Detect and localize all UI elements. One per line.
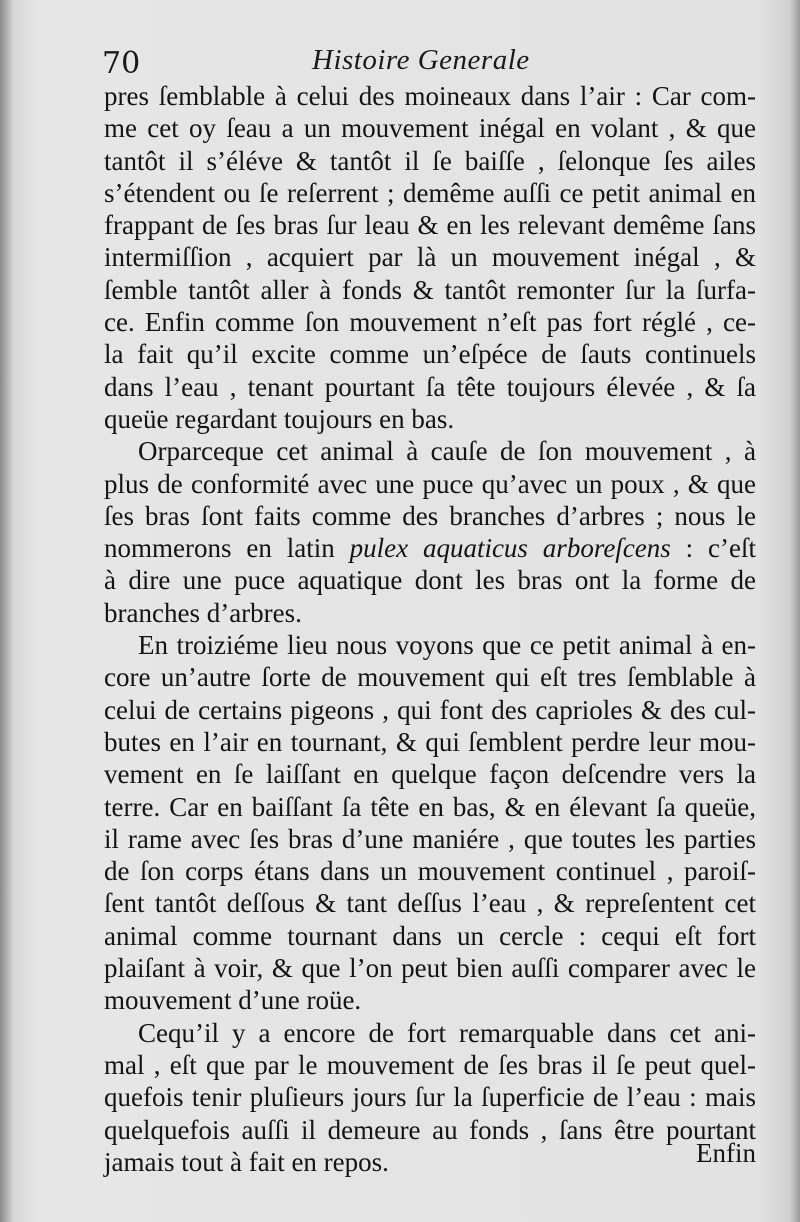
text-line: vement en ſe laiſſant en quelque façon deſcendre vers la	[104, 759, 756, 790]
text-line: plaiſant à voir, & que l’on peut bien auſſi comparer avec le	[104, 953, 756, 984]
text-line: mal , eſt que par le mouvement de ſes bras il ſe peut quel-	[104, 1049, 756, 1080]
catchword: Enfin	[696, 1138, 756, 1168]
text-line: butes en l’air en tournant, & qui ſemblent perdre leur mou-	[104, 726, 756, 757]
text-line: plus de conformité avec une puce qu’avec un poux , & que	[104, 468, 756, 499]
paragraph-first-line: Cequ’il y a encore de fort remarquable dans cet ani-	[138, 1017, 756, 1048]
text-segment: : c’eſt	[670, 533, 756, 564]
text-line: de ſon corps étans dans un mouvement continuel , paroiſ-	[104, 856, 756, 887]
text-line: tantôt il s’éléve & tantôt il ſe baiſſe , ſelonque ſes ailes	[104, 145, 756, 176]
text-line: branches d’arbres.	[104, 597, 302, 628]
text-line: s’étendent ou ſe reſerrent ; demême auſſi ce petit animal en	[104, 177, 756, 208]
text-line: mouvement d’une roüe.	[104, 985, 362, 1016]
text-line: me cet oy ſeau a un mouvement inégal en volant , & que	[104, 113, 756, 144]
text-line: core un’autre ſorte de mouvement qui eſt tres ſemblable à	[104, 662, 756, 693]
text-line: il rame avec ſes bras d’une maniére , que toutes les parties	[104, 823, 756, 854]
text-line: dans l’eau , tenant pourtant ſa tête toujours élevée , & ſa	[104, 371, 756, 402]
text-line: ſent tantôt deſſous & tant deſſus l’eau , & repreſentent cet	[104, 888, 756, 919]
page-number: 70	[102, 46, 141, 81]
running-title: Histoire Generale	[312, 44, 530, 76]
text-line: pres ſemblable à celui des moineaux dans l’air : Car com-	[104, 81, 756, 111]
text-line: quelquefois auſſi il demeure au fonds , ſans être pourtant	[104, 1114, 756, 1145]
text-line: terre. Car en baiſſant ſa tête en bas, & en élevant ſa queüe,	[104, 791, 756, 822]
text-line: la fait qu’il excite comme un’eſpéce de ſauts continuels	[104, 339, 756, 370]
text-line: queüe regardant toujours en bas.	[104, 403, 455, 434]
latin-name: pulex aquaticus arboreſcens	[349, 533, 671, 564]
text-line: celui de certains pigeons , qui font des caprioles & des cul-	[104, 694, 756, 725]
text-line: quefois tenir pluſieurs jours ſur la ſuperficie de l’eau : mais	[104, 1082, 756, 1113]
text-line: à dire une puce aquatique dont les bras ont la forme de	[104, 565, 756, 596]
text-line: ſemble tantôt aller à fonds & tantôt remonter ſur la ſurfa-	[104, 274, 756, 305]
text-line: jamais tout à fait en repos.	[104, 1146, 389, 1177]
paragraph-first-line: Orparceque cet animal à cauſe de ſon mouvement , à	[138, 436, 756, 467]
text-segment: nommerons en latin	[104, 533, 350, 564]
body-text	[104, 80, 756, 1178]
text-line: ſes bras ſont faits comme des branches d’arbres ; nous le	[104, 500, 756, 531]
text-line: frappant de ſes bras ſur leau & en les relevant demême ſans	[104, 210, 756, 241]
text-line-with-latin-name	[104, 532, 756, 564]
text-line: intermiſſion , acquiert par là un mouvement inégal , &	[104, 242, 756, 273]
text-line: ce. Enfin comme ſon mouvement n’eſt pas fort réglé , ce-	[104, 307, 756, 338]
paragraph-first-line: En troiziéme lieu nous voyons que ce petit animal à en-	[138, 630, 756, 661]
text-line: animal comme tournant dans un cercle : cequi eſt fort	[104, 920, 756, 951]
